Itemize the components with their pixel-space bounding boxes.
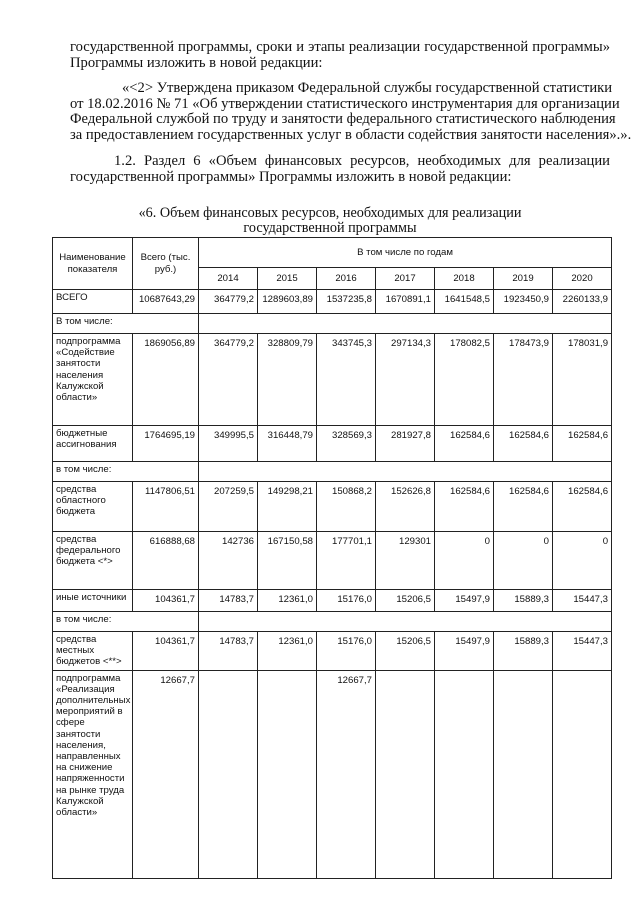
year-value: 15889,3 xyxy=(494,590,553,612)
year-value: 162584,6 xyxy=(435,482,494,532)
row-label: средства областного бюджета xyxy=(53,482,133,532)
year-value: 162584,6 xyxy=(553,426,612,462)
year-value: 0 xyxy=(435,532,494,590)
text-line: государственной программы, сроки и этапы реализации государственной программы» xyxy=(70,39,610,55)
header-total: Всего (тыс. руб.) xyxy=(133,238,199,290)
year-value: 149298,21 xyxy=(258,482,317,532)
year-value: 1537235,8 xyxy=(317,290,376,314)
year-value xyxy=(376,670,435,878)
year-value: 150868,2 xyxy=(317,482,376,532)
year-value: 343745,3 xyxy=(317,334,376,426)
year-value: 1289603,89 xyxy=(258,290,317,314)
empty-cell xyxy=(199,462,612,482)
year-value: 162584,6 xyxy=(553,482,612,532)
year-value: 178031,9 xyxy=(553,334,612,426)
year-value: 2260133,9 xyxy=(553,290,612,314)
row-total: 12667,7 xyxy=(133,670,199,878)
year-value: 162584,6 xyxy=(494,482,553,532)
table-row xyxy=(53,426,612,462)
year-value: 12361,0 xyxy=(258,632,317,671)
year-value: 0 xyxy=(553,532,612,590)
year-value: 178082,5 xyxy=(435,334,494,426)
row-label: подпрограмма «Реализация дополнительных мероприятий в сфере занятости населения, направленных на снижение напряженности на рынке труда Калужской области» xyxy=(53,670,133,878)
row-total: 616888,68 xyxy=(133,532,199,590)
section-title xyxy=(60,206,600,236)
table-row xyxy=(53,590,612,612)
year-value: 15447,3 xyxy=(553,632,612,671)
text-line: «<2> Утверждена приказом Федеральной службы государственной статистики xyxy=(122,80,613,96)
row-total: 1869056,89 xyxy=(133,334,199,426)
year-value: 0 xyxy=(494,532,553,590)
year-value: 281927,8 xyxy=(376,426,435,462)
row-label: В том числе: xyxy=(53,314,199,334)
text-line: Федеральной службой по труду и занятости федерального статистического наблюдения xyxy=(70,111,616,127)
year-value: 15206,5 xyxy=(376,590,435,612)
section-title-line: «6. Объем финансовых ресурсов, необходимых для реализации xyxy=(138,205,522,221)
year-value: 328809,79 xyxy=(258,334,317,426)
year-value: 364779,2 xyxy=(199,334,258,426)
row-label: средства местных бюджетов <**> xyxy=(53,632,133,671)
year-value: 162584,6 xyxy=(494,426,553,462)
text-line: государственной программы» Программы изложить в новой редакции: xyxy=(70,168,512,185)
section-title-line: государственной программы xyxy=(243,220,417,236)
header-year-2014: 2014 xyxy=(199,268,258,290)
header-year-2020: 2020 xyxy=(553,268,612,290)
table-row xyxy=(53,314,612,334)
year-value xyxy=(553,670,612,878)
text-line: 1.2. Раздел 6 «Объем финансовых ресурсов, необходимых для реализации xyxy=(114,153,610,169)
year-value xyxy=(435,670,494,878)
row-total: 104361,7 xyxy=(133,632,199,671)
row-label: в том числе: xyxy=(53,612,199,632)
year-value: 177701,1 xyxy=(317,532,376,590)
year-value xyxy=(494,670,553,878)
text-line: Программы изложить в новой редакции: xyxy=(70,54,323,71)
header-year-2018: 2018 xyxy=(435,268,494,290)
year-value: 15176,0 xyxy=(317,590,376,612)
header-indicator-name: Наименование показателя xyxy=(53,238,133,290)
year-value: 178473,9 xyxy=(494,334,553,426)
year-value xyxy=(199,670,258,878)
year-value: 15889,3 xyxy=(494,632,553,671)
row-label: средства федерального бюджета <*> xyxy=(53,532,133,590)
year-value: 328569,3 xyxy=(317,426,376,462)
year-value: 162584,6 xyxy=(435,426,494,462)
year-value: 207259,5 xyxy=(199,482,258,532)
row-total: 1147806,51 xyxy=(133,482,199,532)
year-value: 12361,0 xyxy=(258,590,317,612)
year-value: 152626,8 xyxy=(376,482,435,532)
year-value: 316448,79 xyxy=(258,426,317,462)
row-total: 10687643,29 xyxy=(133,290,199,314)
empty-cell xyxy=(199,314,612,334)
year-value: 1641548,5 xyxy=(435,290,494,314)
year-value: 15497,9 xyxy=(435,632,494,671)
header-year-2017: 2017 xyxy=(376,268,435,290)
year-value: 129301 xyxy=(376,532,435,590)
table-row xyxy=(53,632,612,671)
row-total: 104361,7 xyxy=(133,590,199,612)
intro-paragraph-1 xyxy=(70,40,610,71)
year-value: 364779,2 xyxy=(199,290,258,314)
header-year-2019: 2019 xyxy=(494,268,553,290)
table-row xyxy=(53,612,612,632)
row-label: ВСЕГО xyxy=(53,290,133,314)
year-value: 12667,7 xyxy=(317,670,376,878)
text-line: за предоставлением государственных услуг в области содействия занятости населения».». xyxy=(70,126,632,143)
table-row xyxy=(53,670,612,878)
table-row xyxy=(53,532,612,590)
intro-paragraph-3 xyxy=(70,154,610,185)
row-label: подпрограмма «Содействие занятости населения Калужской области» xyxy=(53,334,133,426)
year-value: 1923450,9 xyxy=(494,290,553,314)
year-value: 14783,7 xyxy=(199,590,258,612)
intro-paragraph-2 xyxy=(70,80,632,143)
header-year-2016: 2016 xyxy=(317,268,376,290)
year-value: 167150,58 xyxy=(258,532,317,590)
year-value: 14783,7 xyxy=(199,632,258,671)
text-line: от 18.02.2016 № 71 «Об утверждении статистического инструментария для организации xyxy=(70,95,620,112)
header-year-2015: 2015 xyxy=(258,268,317,290)
row-label: бюджетные ассигнования xyxy=(53,426,133,462)
table-row xyxy=(53,462,612,482)
year-value xyxy=(258,670,317,878)
row-label: в том числе: xyxy=(53,462,199,482)
year-value: 15206,5 xyxy=(376,632,435,671)
year-value: 15497,9 xyxy=(435,590,494,612)
year-value: 1670891,1 xyxy=(376,290,435,314)
row-label: иные источники xyxy=(53,590,133,612)
year-value: 15176,0 xyxy=(317,632,376,671)
year-value: 297134,3 xyxy=(376,334,435,426)
table-row xyxy=(53,334,612,426)
table-row xyxy=(53,482,612,532)
empty-cell xyxy=(199,612,612,632)
year-value: 349995,5 xyxy=(199,426,258,462)
year-value: 15447,3 xyxy=(553,590,612,612)
table-row xyxy=(53,290,612,314)
row-total: 1764695,19 xyxy=(133,426,199,462)
header-years-group: В том числе по годам xyxy=(199,238,612,268)
year-value: 142736 xyxy=(199,532,258,590)
financial-resources-table xyxy=(52,237,612,879)
